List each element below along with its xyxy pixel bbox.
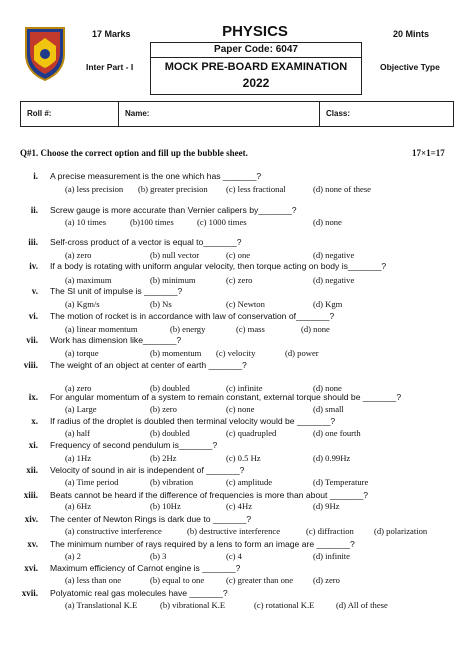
- question-number: viii.: [23, 360, 38, 370]
- question-number: iv.: [29, 261, 38, 271]
- part-label: Inter Part - I: [86, 62, 134, 72]
- option-a[interactable]: (a) Large: [65, 404, 97, 414]
- option-d[interactable]: (d) none: [313, 217, 342, 227]
- option-a[interactable]: (a) constructive interference: [65, 526, 162, 536]
- roll-number-field[interactable]: Roll #:: [27, 109, 52, 118]
- paper-type: Objective Type: [380, 62, 440, 72]
- option-c[interactable]: (c) quadrupled: [226, 428, 277, 438]
- option-b[interactable]: (b) vibrational K.E: [160, 600, 226, 610]
- option-d[interactable]: (d) power: [285, 348, 319, 358]
- option-d[interactable]: (d) small: [313, 404, 344, 414]
- student-info-row: [20, 101, 454, 127]
- option-b[interactable]: (b) momentum: [150, 348, 202, 358]
- question-number: vii.: [26, 335, 38, 345]
- option-a[interactable]: (a) 10 times: [65, 217, 107, 227]
- option-b[interactable]: (b) doubled: [150, 383, 190, 393]
- question-text: If a body is rotating with uniform angular velocity, then torque acting on body is_______?: [50, 261, 387, 271]
- college-logo: [20, 24, 70, 82]
- option-c[interactable]: (c) 4Hz: [226, 501, 253, 511]
- option-d[interactable]: (d) polarization: [374, 526, 428, 536]
- exam-year: 2022: [242, 76, 270, 90]
- question-text: Work has dimension like_______?: [50, 335, 182, 345]
- question-text: The center of Newton Rings is dark due to _______?: [50, 514, 252, 524]
- question-number: xvi.: [24, 563, 38, 573]
- option-c[interactable]: (c) infinite: [226, 383, 263, 393]
- option-c[interactable]: (c) amplitude: [226, 477, 273, 487]
- option-d[interactable]: (d) none of these: [313, 184, 371, 194]
- question-text: The weight of an object at center of earth _______?: [50, 360, 247, 370]
- option-b[interactable]: (b)100 times: [130, 217, 174, 227]
- exam-title: MOCK PRE-BOARD EXAMINATION: [164, 61, 348, 73]
- option-b[interactable]: (b) equal to one: [150, 575, 205, 585]
- option-c[interactable]: (c) less fractional: [226, 184, 286, 194]
- question-text: The SI unit of impulse is _______?: [50, 286, 183, 296]
- question-number: vi.: [28, 311, 38, 321]
- section-marks: 17×1=17: [412, 148, 445, 158]
- question-text: Screw gauge is more accurate than Vernier calipers by_______?: [50, 205, 297, 215]
- option-c[interactable]: (c) none: [226, 404, 255, 414]
- option-b[interactable]: (b) greater precision: [138, 184, 208, 194]
- question-text: Maximum efficiency of Carnot engine is _______?: [50, 563, 241, 573]
- option-d[interactable]: (d) Kgm: [313, 299, 343, 309]
- name-field[interactable]: Name:: [125, 109, 150, 118]
- option-a[interactable]: (a) 1Hz: [65, 453, 92, 463]
- question-number: ix.: [28, 392, 38, 402]
- question-number: xiii.: [23, 490, 38, 500]
- question-text: Velocity of sound in air is independent of _______?: [50, 465, 245, 475]
- option-a[interactable]: (a) zero: [65, 250, 92, 260]
- question-text: For angular momentum of a system to remain constant, external torque should be _______?: [50, 392, 402, 402]
- paper-code: Paper Code: 6047: [214, 44, 298, 55]
- option-a[interactable]: (a) 6Hz: [65, 501, 92, 511]
- option-d[interactable]: (d) 9Hz: [313, 501, 340, 511]
- question-number: xi.: [28, 440, 38, 450]
- option-d[interactable]: (d) none: [301, 324, 330, 334]
- option-c[interactable]: (c) velocity: [216, 348, 256, 358]
- question-text: The minimum number of rays required by a lens to form an image are _______?: [50, 539, 355, 549]
- option-a[interactable]: (a) 2: [65, 551, 81, 561]
- option-d[interactable]: (d) All of these: [336, 600, 388, 610]
- option-a[interactable]: (a) zero: [65, 383, 92, 393]
- option-d[interactable]: (d) 0.99Hz: [313, 453, 351, 463]
- question-number: v.: [31, 286, 38, 296]
- option-b[interactable]: (b) destructive interference: [187, 526, 281, 536]
- option-d[interactable]: (d) infinite: [313, 551, 350, 561]
- question-text: The motion of rocket is in accordance with law of conservation of_______?: [50, 311, 335, 321]
- option-a[interactable]: (a) less than one: [65, 575, 122, 585]
- option-c[interactable]: (c) greater than one: [226, 575, 294, 585]
- option-a[interactable]: (a) half: [65, 428, 91, 438]
- section-title: Q#1. Choose the correct option and fill up the bubble sheet.: [20, 148, 248, 158]
- question-number: xv.: [27, 539, 38, 549]
- question-number: iii.: [28, 237, 38, 247]
- option-b[interactable]: (b) doubled: [150, 428, 190, 438]
- option-c[interactable]: (c) mass: [236, 324, 265, 334]
- question-number: xii.: [26, 465, 38, 475]
- option-b[interactable]: (b) 2Hz: [150, 453, 177, 463]
- option-c[interactable]: (c) 1000 times: [197, 217, 247, 227]
- option-a[interactable]: (a) linear momentum: [65, 324, 138, 334]
- option-d[interactable]: (d) none: [313, 383, 342, 393]
- option-b[interactable]: (b) 3: [150, 551, 167, 561]
- question-number: xiv.: [24, 514, 38, 524]
- option-a[interactable]: (a) torque: [65, 348, 99, 358]
- option-b[interactable]: (b) vibration: [150, 477, 194, 487]
- question-text: Polyatomic real gas molecules have _______?: [50, 588, 228, 598]
- option-b[interactable]: (b) 10Hz: [150, 501, 181, 511]
- marks-label: 17 Marks: [92, 29, 131, 39]
- option-b[interactable]: (b) Ns: [150, 299, 172, 309]
- option-a[interactable]: (a) Translational K.E: [65, 600, 138, 610]
- option-a[interactable]: (a) less precision: [65, 184, 124, 194]
- paper-code-box: [150, 42, 362, 58]
- question-text: Self-cross product of a vector is equal to_______?: [50, 237, 242, 247]
- option-c[interactable]: (c) zero: [226, 275, 253, 285]
- option-c[interactable]: (c) Newton: [226, 299, 265, 309]
- exam-title-box: [150, 57, 362, 95]
- option-a[interactable]: (a) Time period: [65, 477, 119, 487]
- question-text: Beats cannot be heard if the difference of frequencies is more than about _______?: [50, 490, 369, 500]
- question-number: ii.: [30, 205, 38, 215]
- question-number: x.: [31, 416, 38, 426]
- option-a[interactable]: (a) maximum: [65, 275, 112, 285]
- option-d[interactable]: (d) negative: [313, 250, 355, 260]
- option-c[interactable]: (c) diffraction: [306, 526, 354, 536]
- subject-title: PHYSICS: [222, 23, 288, 40]
- option-d[interactable]: (d) zero: [313, 575, 340, 585]
- time-label: 20 Mints: [393, 29, 430, 39]
- class-field[interactable]: Class:: [326, 109, 351, 118]
- option-d[interactable]: (d) Temperature: [313, 477, 369, 487]
- question-text: Frequency of second pendulum is_______?: [50, 440, 218, 450]
- option-a[interactable]: (a) Kgm/s: [65, 299, 100, 309]
- option-b[interactable]: (b) minimum: [150, 275, 196, 285]
- option-d[interactable]: (d) one fourth: [313, 428, 361, 438]
- option-c[interactable]: (c) 4: [226, 551, 242, 561]
- question-number: i.: [33, 171, 38, 181]
- option-c[interactable]: (c) 0.5 Hz: [226, 453, 261, 463]
- question-number: xvii.: [21, 588, 38, 598]
- question-text: A precise measurement is the one which has _______?: [50, 171, 262, 181]
- option-b[interactable]: (b) null vector: [150, 250, 200, 260]
- option-b[interactable]: (b) energy: [170, 324, 206, 334]
- option-d[interactable]: (d) negative: [313, 275, 355, 285]
- question-text: If radius of the droplet is doubled then terminal velocity would be _______?: [50, 416, 336, 426]
- option-c[interactable]: (c) one: [226, 250, 251, 260]
- option-b[interactable]: (b) zero: [150, 404, 177, 414]
- option-c[interactable]: (c) rotational K.E: [254, 600, 315, 610]
